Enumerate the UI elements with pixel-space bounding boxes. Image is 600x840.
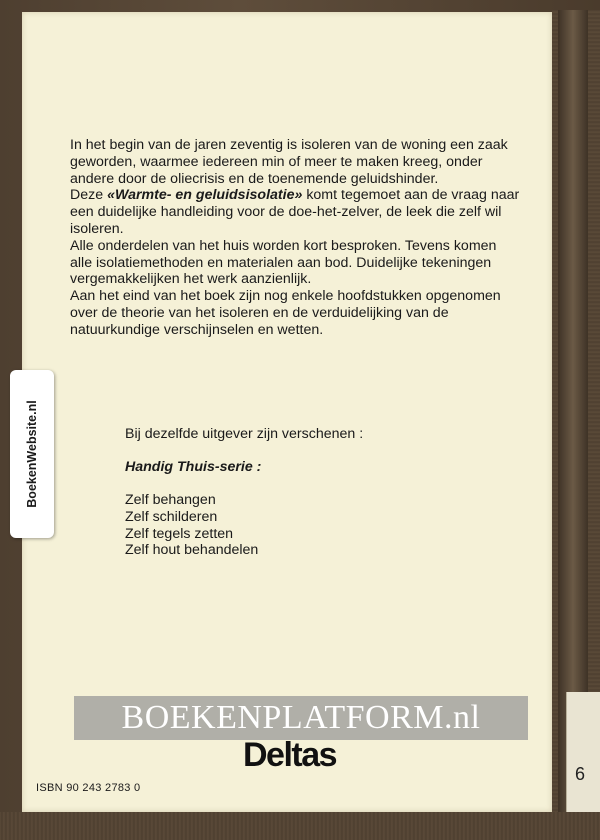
series-item: Zelf tegels zetten [125, 525, 234, 542]
blurb [70, 137, 520, 339]
blurb-paragraph-3: Alle onderdelen van het huis worden kort besproken. Tevens komen alle isolatiemethoden en materialen aan bod. Duidelijke tekeningen vergemakkelijken het werk aanzienlijk. [70, 237, 497, 288]
publisher-logo: Deltas [243, 736, 337, 774]
sticker-label: BoekenWebsite.nl [25, 400, 39, 508]
series-item: Zelf hout behandelen [125, 542, 259, 559]
blurb-p2-prefix: Deze [70, 187, 104, 204]
book-title-inline: «Warmte- en geluidsisolatie» [107, 187, 303, 204]
blurb-paragraph-1: In het begin van de jaren zeventig is isoleren van de woning een zaak geworden, waarmee iedereen min of meer te maken kreeg, onder andere door de oliecrisis en de toenemende geluidshinder. [70, 137, 508, 187]
publisher-note: Bij dezelfde uitgever zijn verschenen : [125, 426, 364, 442]
watermark-banner [74, 696, 528, 740]
bottom-binding [0, 812, 600, 840]
series-item: Zelf schilderen [125, 508, 218, 525]
series-list [125, 492, 258, 559]
series-title: Handig Thuis-serie : [125, 459, 262, 475]
series-item: Zelf behangen [125, 492, 216, 508]
blurb-p2-suffix: komt tegemoet aan de vraag naar een duidelijke handleiding voor de doe-het-zelver, de leek die zelf wil isoleren. [70, 187, 520, 237]
blurb-paragraph-4: Aan het eind van het boek zijn nog enkele hoofdstukken opgenomen over de theorie van het isoleren en de verduidelijking van de natuurkundige verschijnselen en wetten. [70, 288, 501, 338]
watermark-text: BOEKENPLATFORM.nl [121, 699, 481, 736]
edge-tab-label: 6 [575, 764, 586, 784]
isbn: ISBN 90 243 2783 0 [36, 782, 141, 794]
blurb-paragraph-2 [70, 187, 520, 237]
website-sticker [10, 370, 54, 538]
back-cover [22, 12, 552, 812]
edge-tab [566, 692, 600, 812]
